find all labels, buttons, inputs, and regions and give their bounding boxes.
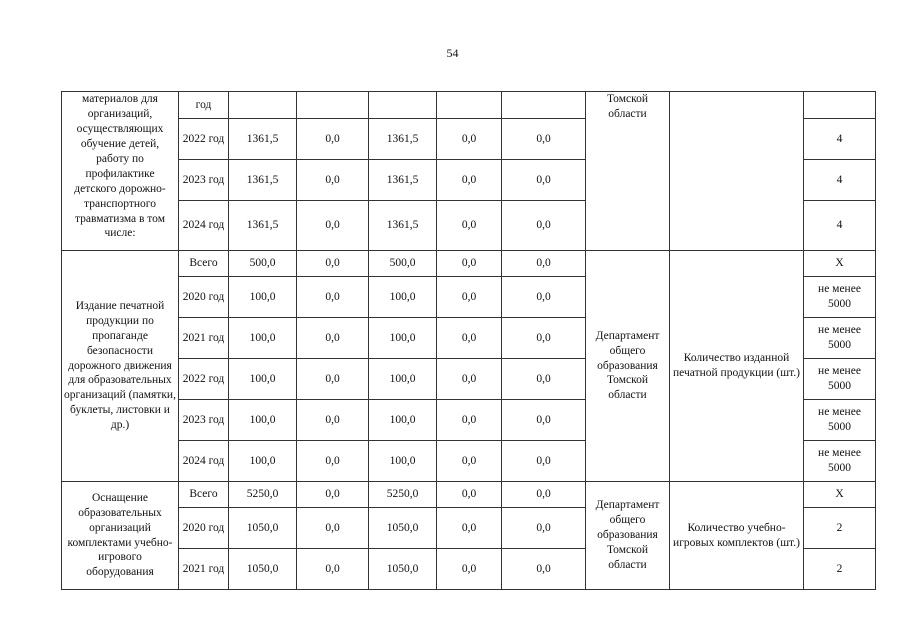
federal-cell: 0,0 <box>297 400 369 441</box>
regional-cell: 100,0 <box>369 400 437 441</box>
target-value-cell: 2 <box>804 508 876 549</box>
department-cell: Департамент общего образования Томской области <box>586 482 670 590</box>
federal-cell: 0,0 <box>297 201 369 251</box>
target-value-cell: X <box>804 251 876 277</box>
regional-cell: 100,0 <box>369 318 437 359</box>
total-cell: 1050,0 <box>229 549 297 590</box>
activity-name-cell: Оснащение образовательных организаций комплектами учебно-игрового оборудования <box>62 482 179 590</box>
year-cell: 2021 год <box>179 318 229 359</box>
table-row <box>62 92 876 119</box>
indicator-cell <box>670 92 804 251</box>
target-value-cell: 4 <box>804 201 876 251</box>
federal-cell: 0,0 <box>297 359 369 400</box>
other-source-cell: 0,0 <box>502 508 586 549</box>
total-cell: 100,0 <box>229 400 297 441</box>
target-value-cell: 4 <box>804 119 876 160</box>
total-cell: 100,0 <box>229 359 297 400</box>
year-cell: Всего <box>179 482 229 508</box>
year-cell: 2020 год <box>179 277 229 318</box>
total-cell: 1050,0 <box>229 508 297 549</box>
page-number: 54 <box>446 46 459 60</box>
municipal-cell: 0,0 <box>437 160 502 201</box>
regional-cell <box>369 92 437 119</box>
year-cell: 2023 год <box>179 400 229 441</box>
other-source-cell <box>502 92 586 119</box>
other-source-cell: 0,0 <box>502 359 586 400</box>
total-cell <box>229 92 297 119</box>
target-value-cell: не менее 5000 <box>804 359 876 400</box>
year-cell: 2021 год <box>179 549 229 590</box>
municipal-cell: 0,0 <box>437 201 502 251</box>
target-value-cell: не менее 5000 <box>804 400 876 441</box>
municipal-cell: 0,0 <box>437 277 502 318</box>
municipal-cell: 0,0 <box>437 119 502 160</box>
municipal-cell: 0,0 <box>437 549 502 590</box>
regional-cell: 5250,0 <box>369 482 437 508</box>
municipal-cell <box>437 92 502 119</box>
year-cell: 2024 год <box>179 201 229 251</box>
regional-cell: 1361,5 <box>369 160 437 201</box>
regional-cell: 1050,0 <box>369 508 437 549</box>
year-cell: 2024 год <box>179 441 229 482</box>
year-cell: 2023 год <box>179 160 229 201</box>
target-value-cell: 4 <box>804 160 876 201</box>
federal-cell: 0,0 <box>297 318 369 359</box>
table-row <box>62 482 876 508</box>
year-cell: 2020 год <box>179 508 229 549</box>
municipal-cell: 0,0 <box>437 251 502 277</box>
year-cell: 2022 год <box>179 119 229 160</box>
other-source-cell: 0,0 <box>502 441 586 482</box>
indicator-cell: Количество учебно-игровых комплектов (шт.) <box>670 482 804 590</box>
federal-cell: 0,0 <box>297 508 369 549</box>
total-cell: 1361,5 <box>229 201 297 251</box>
indicator-cell: Количество изданной печатной продукции (шт.) <box>670 251 804 482</box>
federal-cell: 0,0 <box>297 160 369 201</box>
regional-cell: 500,0 <box>369 251 437 277</box>
total-cell: 1361,5 <box>229 119 297 160</box>
activity-name-cell: Издание печатной продукции по пропаганде безопасности дорожного движения для образовательных организаций (памятки, буклеты, листовки и др.) <box>62 251 179 482</box>
activity-name-cell: материалов для организаций, осуществляющих обучение детей, работу по профилактике детского дорожно-транспортного травматизма в том числе: <box>62 92 179 251</box>
other-source-cell: 0,0 <box>502 277 586 318</box>
target-value-cell: не менее 5000 <box>804 441 876 482</box>
federal-cell: 0,0 <box>297 482 369 508</box>
municipal-cell: 0,0 <box>437 508 502 549</box>
total-cell: 100,0 <box>229 318 297 359</box>
total-cell: 100,0 <box>229 277 297 318</box>
target-value-cell: не менее 5000 <box>804 277 876 318</box>
municipal-cell: 0,0 <box>437 318 502 359</box>
other-source-cell: 0,0 <box>502 318 586 359</box>
federal-cell: 0,0 <box>297 549 369 590</box>
regional-cell: 1361,5 <box>369 201 437 251</box>
year-cell: 2022 год <box>179 359 229 400</box>
other-source-cell: 0,0 <box>502 119 586 160</box>
year-cell: год <box>179 92 229 119</box>
year-cell: Всего <box>179 251 229 277</box>
federal-cell <box>297 92 369 119</box>
federal-cell: 0,0 <box>297 251 369 277</box>
budget-table <box>61 91 876 590</box>
department-cell: Департамент общего образования Томской области <box>586 251 670 482</box>
other-source-cell: 0,0 <box>502 400 586 441</box>
other-source-cell: 0,0 <box>502 482 586 508</box>
target-value-cell <box>804 92 876 119</box>
target-value-cell: не менее 5000 <box>804 318 876 359</box>
table-row <box>62 251 876 277</box>
total-cell: 500,0 <box>229 251 297 277</box>
total-cell: 5250,0 <box>229 482 297 508</box>
regional-cell: 100,0 <box>369 359 437 400</box>
total-cell: 100,0 <box>229 441 297 482</box>
municipal-cell: 0,0 <box>437 482 502 508</box>
regional-cell: 100,0 <box>369 277 437 318</box>
municipal-cell: 0,0 <box>437 400 502 441</box>
other-source-cell: 0,0 <box>502 201 586 251</box>
regional-cell: 100,0 <box>369 441 437 482</box>
federal-cell: 0,0 <box>297 119 369 160</box>
target-value-cell: X <box>804 482 876 508</box>
other-source-cell: 0,0 <box>502 160 586 201</box>
municipal-cell: 0,0 <box>437 441 502 482</box>
total-cell: 1361,5 <box>229 160 297 201</box>
department-cell: Томской области <box>586 92 670 251</box>
municipal-cell: 0,0 <box>437 359 502 400</box>
regional-cell: 1361,5 <box>369 119 437 160</box>
federal-cell: 0,0 <box>297 441 369 482</box>
other-source-cell: 0,0 <box>502 549 586 590</box>
other-source-cell: 0,0 <box>502 251 586 277</box>
target-value-cell: 2 <box>804 549 876 590</box>
federal-cell: 0,0 <box>297 277 369 318</box>
regional-cell: 1050,0 <box>369 549 437 590</box>
